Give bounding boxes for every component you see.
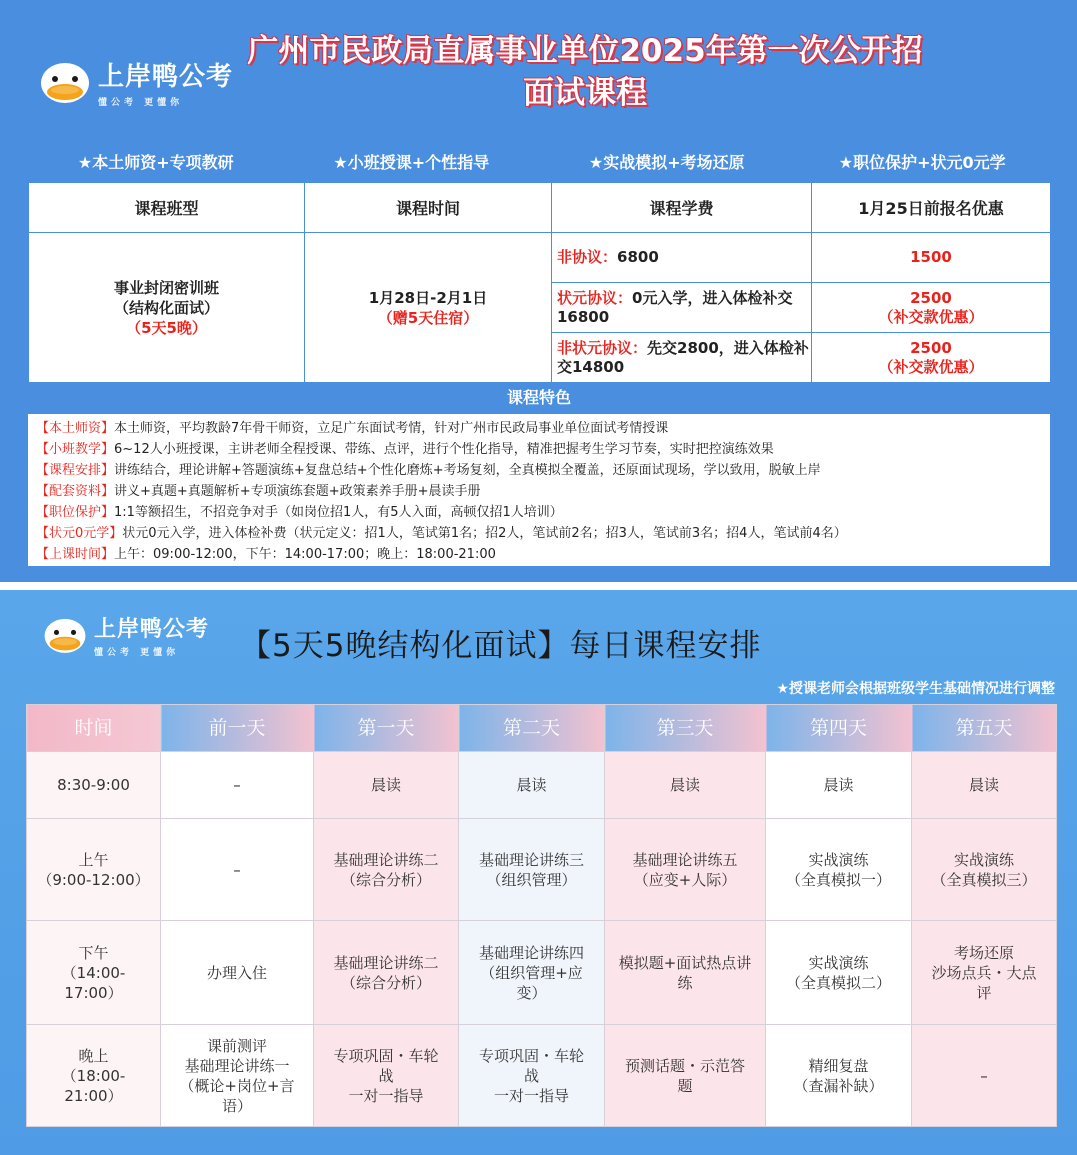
- schedule-cell: 基础理论讲练二 （综合分析）: [314, 819, 459, 921]
- class-subtitle: （结构化面试）: [113, 298, 219, 317]
- schedule-note: ★授课老师会根据班级学生基础情况进行调整: [776, 681, 1055, 697]
- title-line-2: 面试课程: [523, 75, 647, 111]
- schedule-cell: 基础理论讲练二 （综合分析）: [314, 921, 459, 1025]
- feature-item: [36, 523, 1042, 544]
- header-day-before: 前一天: [161, 705, 314, 752]
- feature-small-class: ★小班授课+个性指导: [333, 153, 490, 172]
- course-date-note: （赠5天住宿）: [377, 308, 479, 327]
- feature-text: 6~12人小班授课，主讲老师全程授课、带练、点评，进行个性化指导，精准把握考生学习节奏，实时把控演练效果: [114, 442, 774, 457]
- time-cell: 8:30-9:00: [27, 752, 161, 819]
- schedule-cell: 晨读: [766, 752, 912, 819]
- feature-text: 本土师资，平均教龄7年骨干师资，立足广东面试考情，针对广州市民政局事业单位面试考情授课: [114, 421, 669, 436]
- schedule-title: 【5天5晚结构化面试】每日课程安排: [240, 628, 762, 664]
- feature-item: [36, 460, 1042, 481]
- schedule-cell: 专项巩固・车轮 战 一对一指导: [459, 1025, 605, 1127]
- duck-logo-icon: [42, 615, 88, 655]
- feature-tag: 【课程安排】: [36, 463, 115, 478]
- feature-item: [36, 544, 1042, 565]
- course-fee-table: [28, 182, 1051, 383]
- schedule-panel: [0, 590, 1077, 1155]
- discount-value: 1500: [910, 248, 952, 266]
- feature-item: [36, 481, 1042, 502]
- fee-label: 状元协议：: [557, 288, 633, 307]
- header-day-5: 第五天: [912, 705, 1057, 752]
- feature-mock-exam: ★实战模拟+考场还原: [588, 153, 745, 172]
- schedule-cell: 基础理论讲练三 （组织管理）: [459, 819, 605, 921]
- schedule-cell: 晨读: [912, 752, 1057, 819]
- feature-tag: 【上课时间】: [36, 547, 115, 562]
- feature-tag: 【本土师资】: [36, 421, 115, 436]
- feature-local-teachers: ★本土师资+专项教研: [77, 153, 234, 172]
- schedule-cell: 考场还原 沙场点兵・大点 评: [912, 921, 1057, 1025]
- discount-top-scorer-agreement: [812, 283, 1051, 333]
- class-type-cell: [29, 233, 305, 383]
- brand-tagline: 懂公考 更懂你: [98, 98, 184, 108]
- header-early-discount: 1月25日前报名优惠: [812, 183, 1051, 233]
- fee-label: 非协议：: [557, 248, 618, 266]
- schedule-cell: –: [161, 819, 314, 921]
- schedule-cell: 晨读: [459, 752, 605, 819]
- fee-text: 先交2800，进入体检补交14800: [557, 338, 809, 376]
- header-course-fee: 课程学费: [552, 183, 812, 233]
- feature-tag: 【状元0元学】: [36, 526, 123, 541]
- fee-non-top-scorer-agreement: [552, 333, 812, 383]
- discount-non-top-scorer-agreement: [812, 333, 1051, 383]
- schedule-cell: 实战演练 （全真模拟三）: [912, 819, 1057, 921]
- schedule-cell: 预测话题・示范答 题: [605, 1025, 766, 1127]
- feature-text: 状元0元入学，进入体检补费（状元定义：招1人，笔试第1名；招2人，笔试前2名；招3人，笔试前3名；招4人，笔试前4名）: [122, 526, 847, 541]
- discount-value: 2500: [910, 338, 952, 357]
- time-cell: 晚上 （18:00- 21:00）: [27, 1025, 161, 1127]
- feature-text: 1:1等额招生，不招竞争对手（如岗位招1人，有5人入面，高顿仅招1人培训）: [114, 505, 563, 520]
- feature-item: [36, 418, 1042, 439]
- feature-text: 上午：09:00-12:00，下午：14:00-17:00；晚上：18:00-21:00: [114, 547, 496, 562]
- feature-item: [36, 502, 1042, 523]
- schedule-header-row: [27, 705, 1057, 752]
- header-course-time: 课程时间: [305, 183, 552, 233]
- schedule-cell: 晨读: [314, 752, 459, 819]
- course-table-header: [29, 183, 1051, 233]
- course-date-cell: [305, 233, 552, 383]
- discount-value: 2500: [910, 288, 952, 307]
- course-date: 1月28日-2月1日: [368, 288, 488, 307]
- schedule-cell: 专项巩固・车轮 战 一对一指导: [314, 1025, 459, 1127]
- page-title: [230, 30, 940, 114]
- brand-name: 上岸鸭公考: [94, 617, 210, 642]
- feature-strip: [28, 148, 1050, 178]
- schedule-row-afternoon: [27, 921, 1057, 1025]
- discount-note: （补交款优惠）: [878, 357, 984, 376]
- class-name: 事业封闭密训班: [113, 278, 219, 297]
- schedule-cell: 基础理论讲练四 （组织管理+应 变）: [459, 921, 605, 1025]
- feature-tag: 【职位保护】: [36, 505, 115, 520]
- brand-name: 上岸鸭公考: [98, 62, 234, 92]
- schedule-cell: –: [161, 752, 314, 819]
- course-features-title: 课程特色: [506, 388, 571, 407]
- time-cell: 上午 （9:00-12:00）: [27, 819, 161, 921]
- fee-non-agreement: [552, 233, 812, 283]
- schedule-row-evening: [27, 1025, 1057, 1127]
- class-duration: （5天5晚）: [126, 318, 207, 337]
- time-cell: 下午 （14:00- 17:00）: [27, 921, 161, 1025]
- fee-top-scorer-agreement: [552, 283, 812, 333]
- feature-text: 讲练结合，理论讲解+答题演练+复盘总结+个性化磨炼+考场复刻，全真模拟全覆盖，还原面试现场，学以致用，脱敏上岸: [114, 463, 821, 478]
- schedule-cell: –: [912, 1025, 1057, 1127]
- header-day-3: 第三天: [605, 705, 766, 752]
- discount-note: （补交款优惠）: [878, 307, 984, 326]
- discount-non-agreement: [812, 233, 1051, 283]
- header-day-2: 第二天: [459, 705, 605, 752]
- duck-logo-icon: [38, 59, 92, 105]
- header-class-type: 课程班型: [29, 183, 305, 233]
- fee-row: [29, 233, 1051, 283]
- schedule-cell: 模拟题+面试热点讲 练: [605, 921, 766, 1025]
- schedule-cell: 基础理论讲练五 （应变+人际）: [605, 819, 766, 921]
- feature-text: 讲义+真题+真题解析+专项演练套题+政策素养手册+晨读手册: [114, 484, 481, 499]
- fee-label: 非状元协议：: [557, 338, 648, 357]
- brand-logo: [42, 612, 209, 658]
- schedule-row-morning-reading: [27, 752, 1057, 819]
- header-time: 时间: [27, 705, 161, 752]
- daily-schedule-table: [26, 704, 1057, 1127]
- schedule-row-morning: [27, 819, 1057, 921]
- header-day-4: 第四天: [766, 705, 912, 752]
- schedule-cell: 办理入住: [161, 921, 314, 1025]
- fee-text: 6800: [617, 248, 659, 266]
- brand-logo: [38, 56, 233, 108]
- title-line-1: 广州市民政局直属事业单位2025年第一次公开招: [247, 33, 923, 69]
- feature-job-protection: ★职位保护+状元0元学: [838, 153, 1006, 172]
- schedule-cell: 精细复盘 （查漏补缺）: [766, 1025, 912, 1127]
- feature-item: [36, 439, 1042, 460]
- schedule-cell: 实战演练 （全真模拟二）: [766, 921, 912, 1025]
- schedule-cell: 课前测评 基础理论讲练一 （概论+岗位+言 语）: [161, 1025, 314, 1127]
- feature-tag: 【小班教学】: [36, 442, 115, 457]
- course-features-list: [28, 414, 1050, 566]
- header-day-1: 第一天: [314, 705, 459, 752]
- fee-text: 0元入学，进入体检补交16800: [557, 288, 793, 326]
- feature-tag: 【配套资料】: [36, 484, 115, 499]
- schedule-cell: 实战演练 （全真模拟一）: [766, 819, 912, 921]
- schedule-cell: 晨读: [605, 752, 766, 819]
- brand-tagline: 懂公考 更懂你: [94, 648, 180, 658]
